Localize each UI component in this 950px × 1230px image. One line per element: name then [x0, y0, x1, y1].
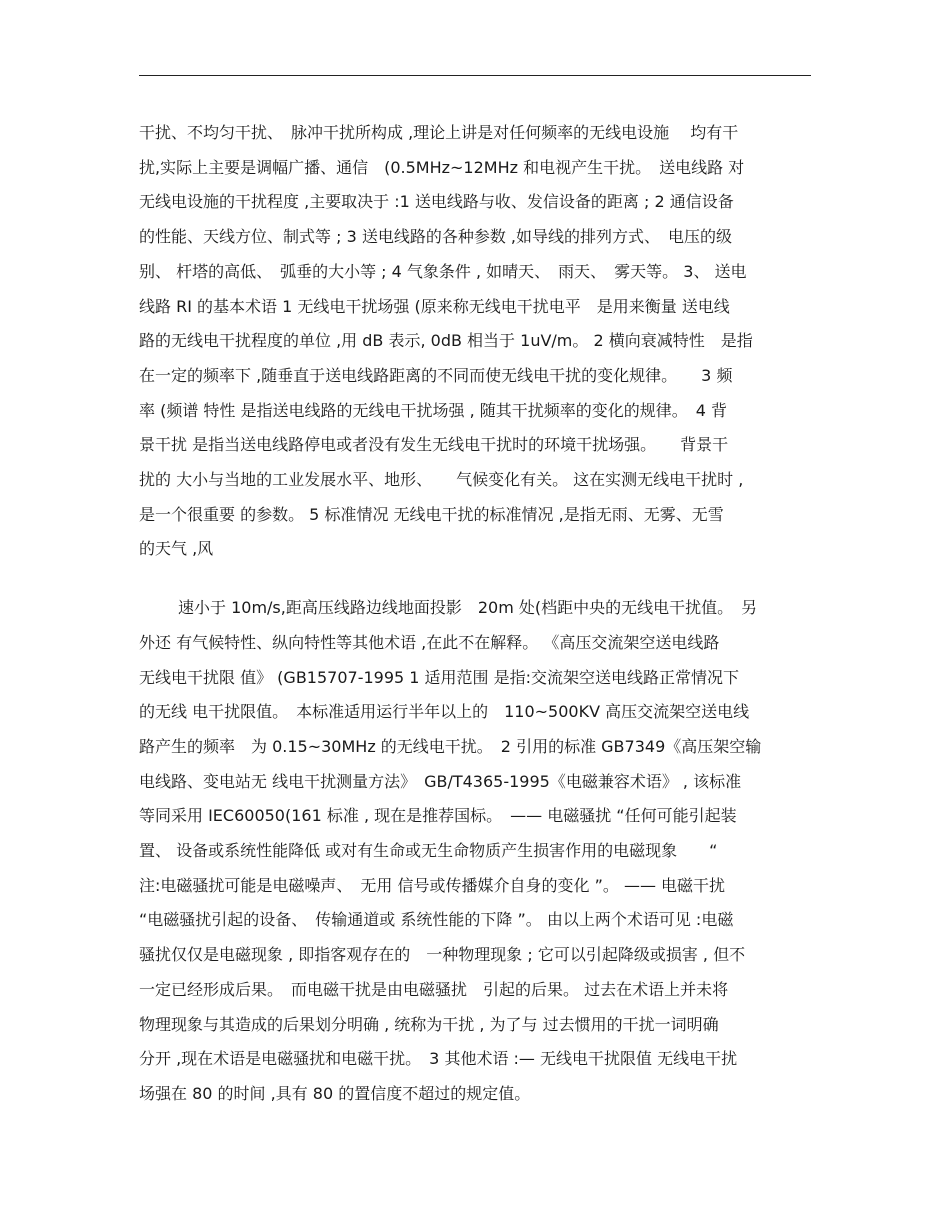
- text-line: 扰的 大小与当地的工业发展水平、地形、 气候变化有关。 这在实测无线电干扰时 ,: [139, 470, 744, 489]
- text-line: 扰,实际上主要是调幅广播、通信 (0.5MHz~12MHz 和电视产生干扰。 送电线路 对: [139, 157, 745, 177]
- text-line: 物理现象与其造成的后果划分明确 , 统称为干扰 , 为了与 过去惯用的干扰一词明确: [139, 1014, 719, 1034]
- text-line: 的无线 电干扰限值。 本标准适用运行半年以上的 110~500KV 高压交流架空送电线: [139, 702, 750, 722]
- text-line: 一定已经形成后果。 而电磁干扰是由电磁骚扰 引起的后果。 过去在术语上并未将: [139, 979, 729, 999]
- text-line: 是一个很重要 的参数。 5 标准情况 无线电干扰的标准情况 ,是指无雨、无雾、无雪: [139, 504, 724, 524]
- text-line: 速小于 10m/s,距高压线路边线地面投影 20m 处(档距中央的无线电干扰值。 另: [178, 598, 758, 618]
- text-line: “电磁骚扰引起的设备、 传输通道或 系统性能的下降 ”。 由以上两个术语可见 :电磁: [139, 910, 734, 930]
- text-line: 无线电设施的干扰程度 ,主要取决于 :1 送电线路与收、发信设备的距离 ; 2 通信设备: [139, 192, 734, 212]
- text-line: 等同采用 IEC60050(161 标准 , 现在是推荐国标。 —— 电磁骚扰 “任何可能引起装: [139, 806, 737, 826]
- text-line: 干扰、不均匀干扰、 脉冲干扰所构成 ,理论上讲是对任何频率的无线电设施 均有干: [139, 123, 739, 142]
- text-line: 电线路、变电站无 线电干扰测量方法》 GB/T4365-1995《电磁兼容术语》 , 该标准: [139, 771, 742, 791]
- text-line: 率 (频谱 特性 是指送电线路的无线电干扰场强 , 随其干扰频率的变化的规律。 4 背: [139, 400, 728, 420]
- text-line: 的天气 ,风: [139, 539, 214, 559]
- text-line: 外还 有气候特性、纵向特性等其他术语 ,在此不在解释。 《高压交流架空送电线路: [139, 632, 720, 652]
- text-line: 置、 设备或系统性能降低 或对有生命或无生命物质产生损害作用的电磁现象 “: [139, 841, 718, 860]
- text-line: 在一定的频率下 ,随垂直于送电线路距离的不同而使无线电干扰的变化规律。 3 频: [139, 365, 733, 385]
- text-line: 景干扰 是指当送电线路停电或者没有发生无线电干扰时的环境干扰场强。 背景干: [139, 435, 729, 455]
- text-line: 线路 RI 的基本术语 1 无线电干扰场强 (原来称无线电干扰电平 是用来衡量 送电线: [139, 296, 730, 316]
- text-line: 分开 ,现在术语是电磁骚扰和电磁干扰。 3 其他术语 :— 无线电干扰限值 无线电干扰: [139, 1049, 738, 1069]
- text-line: 路产生的频率 为 0.15~30MHz 的无线电干扰。 2 引用的标准 GB7349《高压架空输: [139, 736, 762, 756]
- header-rule: [139, 75, 811, 76]
- text-line: 的性能、天线方位、制式等 ; 3 送电线路的各种参数 ,如导线的排列方式、 电压的级: [139, 227, 733, 247]
- text-line: 无线电干扰限 值》 (GB15707-1995 1 适用范围 是指:交流架空送电线路正常情况下: [139, 667, 740, 687]
- text-line: 骚扰仅仅是电磁现象 , 即指客观存在的 一种物理现象 ; 它可以引起降级或损害 , 但不: [139, 945, 746, 965]
- text-line: 注:电磁骚扰可能是电磁噪声、 无用 信号或传播媒介自身的变化 ”。 —— 电磁干扰: [139, 875, 726, 895]
- text-line: 场强在 80 的时间 ,具有 80 的置信度不超过的规定值。: [139, 1083, 531, 1103]
- text-line: 别、 杆塔的高低、 弧垂的大小等 ; 4 气象条件 , 如晴天、 雨天、 雾天等。 3、 送电: [139, 261, 747, 281]
- text-line: 路的无线电干扰程度的单位 ,用 dB 表示, 0dB 相当于 1uV/m。 2 横向衰减特性 是指: [139, 331, 753, 351]
